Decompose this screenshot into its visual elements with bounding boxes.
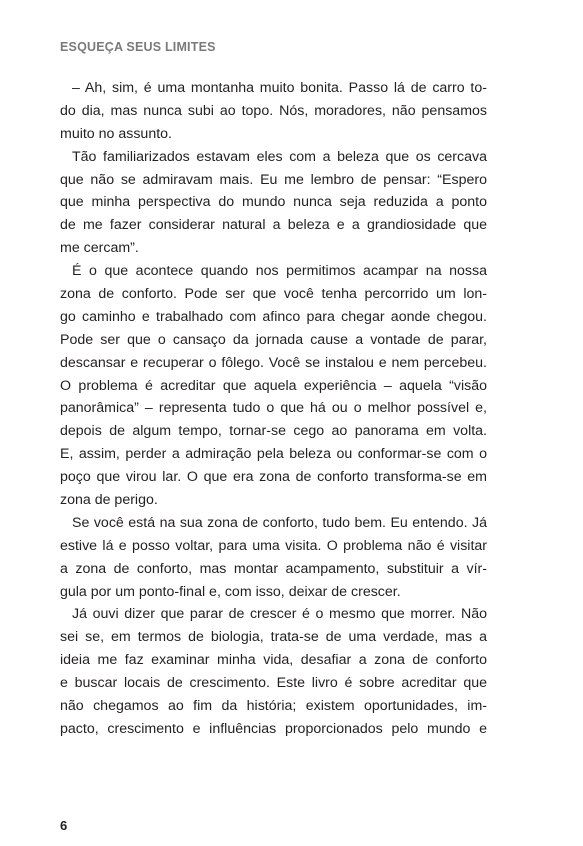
text-line: estive lá e posso voltar, para uma visita. O problema não é visitar: [60, 537, 487, 554]
text-line: de me fazer considerar natural a beleza e a grandiosidade que: [60, 217, 487, 234]
paragraph: [60, 512, 487, 604]
paragraph: [60, 603, 487, 740]
text-line: que minha perspectiva do mundo nunca seja reduzida a ponto: [60, 194, 487, 211]
text-line: Tão familiarizados estavam eles com a beleza que os cercava: [72, 148, 487, 165]
text-line: O problema é acreditar que aquela experiência – aquela “visão: [60, 377, 487, 394]
text-line: pacto, crescimento e influências proporcionados pelo mundo e: [60, 720, 487, 737]
text-line: zona de perigo.: [60, 492, 158, 509]
text-line: – Ah, sim, é uma montanha muito bonita. Passo lá de carro to-: [72, 80, 487, 96]
text-line: panorâmica” – representa tudo o que há ou o melhor possível e,: [60, 400, 487, 417]
text-line: Se você está na sua zona de conforto, tudo bem. Eu entendo. Já: [72, 514, 487, 531]
text-line: ideia me faz examinar minha vida, desafiar a zona de conforto: [60, 652, 487, 669]
text-line: E, assim, perder a admiração pela beleza ou conformar-se com o: [60, 446, 487, 463]
page-body: [60, 77, 487, 741]
text-line: É o que acontece quando nos permitimos acampar na nossa: [72, 263, 487, 280]
text-line: poço que virou lar. O que era zona de conforto transforma-se em: [60, 469, 487, 486]
text-line: não chegamos ao fim da história; existem oportunidades, im-: [60, 698, 487, 715]
text-line: e buscar locais de crescimento. Este livro é sobre acreditar que: [60, 675, 487, 692]
text-line: gula por um ponto-final e, com isso, deixar de crescer.: [60, 583, 401, 600]
text-line: Pode ser que o cansaço da jornada cause a vontade de parar,: [60, 331, 487, 348]
text-line: depois de algum tempo, tornar-se cego ao panorama em volta.: [60, 423, 487, 440]
running-head: ESQUEÇA SEUS LIMITES: [60, 40, 216, 54]
text-line: zona de conforto. Pode ser que você tenha percorrido um lon-: [60, 286, 487, 303]
text-line: sei se, em termos de biologia, trata-se de uma verdade, mas a: [60, 629, 487, 646]
text-line: a zona de conforto, mas montar acampamento, substituir a vír-: [60, 560, 487, 577]
paragraph: [60, 77, 487, 146]
text-line: descansar e recuperar o fôlego. Você se instalou e nem percebeu.: [60, 354, 487, 371]
text-line: muito no assunto.: [60, 125, 172, 142]
paragraph: [60, 260, 487, 512]
text-line: me cercam”.: [60, 240, 139, 257]
text-line: Já ouvi dizer que parar de crescer é o mesmo que morrer. Não: [72, 606, 487, 623]
text-line: go caminho e trabalhado com afinco para chegar aonde chegou.: [60, 308, 487, 325]
text-line: do dia, mas nunca subi ao topo. Nós, moradores, não pensamos: [60, 102, 487, 119]
paragraph: [60, 146, 487, 260]
text-line: que não se admiravam mais. Eu me lembro de pensar: “Espero: [60, 171, 487, 188]
page-number: 6: [60, 818, 68, 833]
